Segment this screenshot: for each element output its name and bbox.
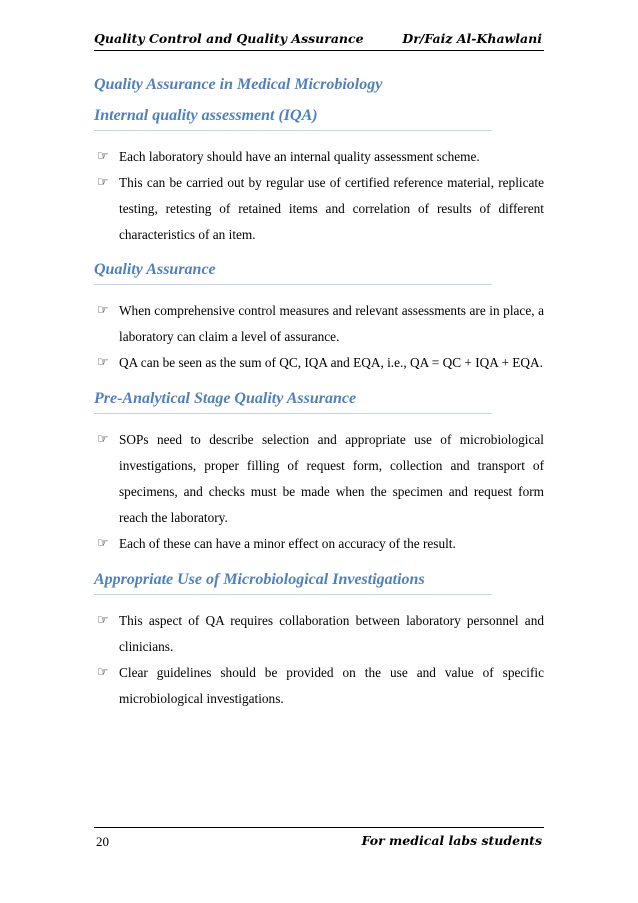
list-item: [94, 660, 544, 712]
section-quality-assurance: [94, 259, 544, 376]
list-item: [94, 350, 544, 376]
bullet-list: [94, 427, 544, 557]
bullet-text: This can be carried out by regular use of certified reference material, replicate testing, retesting of retained items and correlation of results of different characteristics of an item.: [119, 175, 544, 242]
section-internal-quality-assessment: [94, 105, 544, 248]
pointing-hand-icon: ☞: [97, 355, 109, 370]
list-item: [94, 170, 544, 248]
page-title: Quality Assurance in Medical Microbiology: [94, 76, 383, 93]
list-item: [94, 427, 544, 531]
pointing-hand-icon: ☞: [97, 432, 109, 447]
section-heading: Pre-Analytical Stage Quality Assurance: [94, 388, 492, 414]
bullet-list: [94, 298, 544, 376]
bullet-list: [94, 608, 544, 712]
pointing-hand-icon: ☞: [97, 149, 109, 164]
header-author: Dr/Faiz Al-Khawlani: [402, 31, 542, 46]
bullet-text: This aspect of QA requires collaboration between laboratory personnel and clinicians.: [119, 613, 544, 654]
section-heading: Quality Assurance: [94, 259, 492, 285]
bullet-text: SOPs need to describe selection and appropriate use of microbiological investigations, proper filling of request form, collection and transport of specimens, and checks must be made when the specimen and request form reach the laboratory.: [119, 432, 544, 525]
section-appropriate-use: [94, 569, 544, 712]
footer-audience: For medical labs students: [361, 833, 542, 848]
page-header: [94, 28, 544, 51]
pointing-hand-icon: ☞: [97, 536, 109, 551]
page-number: 20: [96, 834, 109, 849]
page-footer: [94, 827, 544, 850]
section-heading: Appropriate Use of Microbiological Investigations: [94, 569, 492, 595]
pointing-hand-icon: ☞: [97, 613, 109, 628]
bullet-text: Clear guidelines should be provided on the use and value of specific microbiological investigations.: [119, 665, 544, 706]
bullet-text: When comprehensive control measures and relevant assessments are in place, a laboratory can claim a level of assurance.: [119, 303, 544, 344]
section-heading: Internal quality assessment (IQA): [94, 105, 492, 131]
section-pre-analytical-stage: [94, 388, 544, 557]
pointing-hand-icon: ☞: [97, 665, 109, 680]
page-content: [94, 74, 544, 712]
list-item: [94, 298, 544, 350]
bullet-text: QA can be seen as the sum of QC, IQA and EQA, i.e., QA = QC + IQA + EQA.: [119, 355, 543, 370]
bullet-text: Each laboratory should have an internal quality assessment scheme.: [119, 149, 480, 164]
pointing-hand-icon: ☞: [97, 175, 109, 190]
list-item: [94, 608, 544, 660]
bullet-list: [94, 144, 544, 248]
pointing-hand-icon: ☞: [97, 303, 109, 318]
bullet-text: Each of these can have a minor effect on accuracy of the result.: [119, 536, 456, 551]
list-item: [94, 531, 544, 557]
list-item: [94, 144, 544, 170]
header-title: Quality Control and Quality Assurance: [94, 31, 364, 46]
